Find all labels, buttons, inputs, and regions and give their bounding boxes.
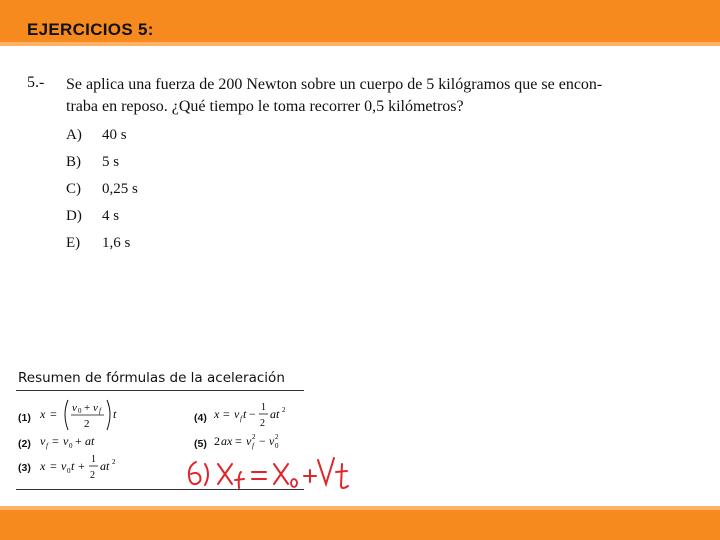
svg-text:v: v <box>63 434 69 448</box>
formula-top-rule <box>16 390 304 391</box>
handwritten-formula-6 <box>184 452 354 496</box>
svg-text:t: t <box>243 407 247 421</box>
svg-text:2: 2 <box>275 433 279 441</box>
option-b <box>66 154 119 171</box>
formula-4 <box>194 412 207 424</box>
svg-text:x: x <box>214 407 220 421</box>
svg-text:+: + <box>78 459 85 473</box>
formula-1-label: (1) <box>18 412 31 424</box>
formula-3-equation <box>38 450 148 484</box>
option-letter: E) <box>66 235 81 251</box>
formula-2 <box>18 438 31 450</box>
formula-5 <box>194 438 207 450</box>
svg-text:0: 0 <box>69 442 73 450</box>
option-value: 5 s <box>102 154 120 170</box>
svg-text:0: 0 <box>67 467 71 475</box>
slide-title: EJERCICIOS 5: <box>27 20 154 39</box>
option-value: 0,25 s <box>102 181 138 197</box>
svg-text:f: f <box>46 442 48 450</box>
option-letter: B) <box>66 154 81 170</box>
option-letter: D) <box>66 208 82 224</box>
svg-text:x: x <box>40 459 46 473</box>
formula-2-equation <box>38 430 138 450</box>
svg-text:2: 2 <box>282 406 286 414</box>
svg-text:0: 0 <box>275 442 279 450</box>
question-number: 5.- <box>27 74 45 91</box>
svg-text:=: = <box>50 407 57 421</box>
option-a <box>66 127 127 144</box>
svg-text:t: t <box>113 407 117 421</box>
option-d <box>66 208 119 225</box>
svg-text:0: 0 <box>78 407 82 415</box>
svg-text:2: 2 <box>214 434 220 448</box>
svg-text:at: at <box>270 407 280 421</box>
formula-5-equation <box>212 430 307 450</box>
svg-text:v: v <box>246 434 252 448</box>
svg-text:−: − <box>249 407 256 421</box>
svg-text:−: − <box>259 434 266 448</box>
svg-text:2: 2 <box>260 418 265 429</box>
svg-text:1: 1 <box>91 454 96 465</box>
svg-text:v: v <box>269 434 275 448</box>
svg-text:2: 2 <box>112 458 116 466</box>
formula-2-label: (2) <box>18 438 31 450</box>
option-value: 40 s <box>102 127 127 143</box>
option-e <box>66 235 130 252</box>
svg-text:at: at <box>100 459 110 473</box>
svg-text:v: v <box>61 459 67 473</box>
svg-text:2: 2 <box>90 470 95 481</box>
header-accent-line <box>0 42 720 46</box>
svg-text:x: x <box>40 407 46 421</box>
option-c <box>66 181 138 198</box>
svg-text:t: t <box>71 459 75 473</box>
svg-text:=: = <box>235 434 242 448</box>
svg-text:v: v <box>234 407 240 421</box>
formula-1 <box>18 412 31 424</box>
svg-text:+: + <box>84 402 91 414</box>
formula-3-label: (3) <box>18 462 31 474</box>
svg-text:=: = <box>223 407 230 421</box>
option-letter: C) <box>66 181 81 197</box>
svg-text:=: = <box>52 434 59 448</box>
svg-text:f: f <box>240 415 242 423</box>
formula-title: Resumen de fórmulas de la aceleración <box>18 370 285 386</box>
svg-text:v: v <box>72 402 77 414</box>
svg-text:f: f <box>99 407 101 415</box>
question-line-1: Se aplica una fuerza de 200 Newton sobre un cuerpo de 5 kilógramos que se encon- <box>66 76 603 93</box>
footer-bar <box>0 510 720 540</box>
svg-text:v: v <box>40 434 46 448</box>
svg-text:2: 2 <box>84 418 90 430</box>
svg-text:v: v <box>93 402 98 414</box>
svg-text:f: f <box>252 442 254 450</box>
svg-text:at: at <box>85 434 95 448</box>
svg-text:+: + <box>75 434 82 448</box>
question-line-2: traba en reposo. ¿Qué tiempo le toma recorrer 0,5 kilómetros? <box>66 98 464 115</box>
option-value: 4 s <box>102 208 120 224</box>
svg-text:=: = <box>50 459 57 473</box>
option-letter: A) <box>66 127 82 143</box>
question-text <box>66 74 666 118</box>
option-value: 1,6 s <box>102 235 131 251</box>
formula-4-label: (4) <box>194 412 207 424</box>
formula-3 <box>18 462 31 474</box>
svg-text:1: 1 <box>261 402 266 413</box>
formula-5-label: (5) <box>194 438 207 450</box>
svg-text:ax: ax <box>221 434 233 448</box>
svg-text:2: 2 <box>252 433 256 441</box>
